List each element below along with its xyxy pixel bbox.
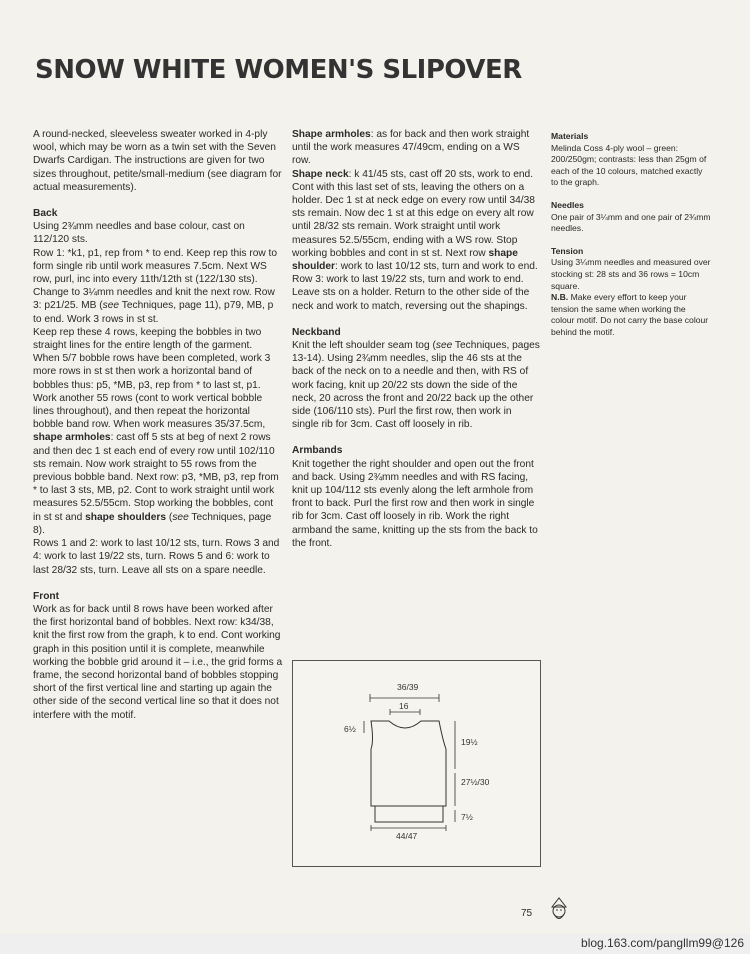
column-left — [33, 128, 283, 722]
label-armhole: 19½ — [461, 737, 478, 747]
column-right — [551, 131, 711, 339]
label-top-width: 36/39 — [397, 682, 419, 692]
front-heading: Front — [33, 590, 60, 602]
watermark-text: blog.163.com/pangllm99@126 — [581, 936, 744, 950]
text-run: shape shoulder — [292, 247, 518, 273]
needles-heading: Needles — [551, 199, 584, 210]
back-para-2: Row 1: *k1, p1, rep from * to end. Keep rep this row to form single rib until work measures 7.5cm. Next WS row, purl, inc into every 11th/12th st (122/130 sts). — [33, 247, 278, 286]
garment-rib-band — [375, 806, 443, 822]
nb-text — [551, 292, 711, 338]
materials-text: Melinda Coss 4-ply wool – green: 200/250gm; contrasts: less than 25gm of each of the 10 colours, matched exactly to the graph. — [551, 142, 707, 188]
neckband-heading: Neckband — [292, 326, 341, 338]
back-para-5 — [33, 352, 283, 537]
back-heading: Back — [33, 208, 58, 220]
text-run: shape shoulders — [85, 511, 167, 523]
front-para: Work as for back until 8 rows have been worked after the first horizontal band of bobbles. Next row: k34/38, knit the first row from the graph, k to end. Cont working graph in this position until it is complete, meanwhile working the bobble grid around it – i.e., the grid forms a frame, the second horizontal band of bobbles stopping short of the first vertical line and starting up again the other side of the second vertical line so that it does not interfere with the motif. — [33, 603, 283, 721]
text-run: : work to last 10/12 sts, turn and work to end. Row 3: work to last 19/22 sts, turn and work to end. Leave sts on a holder. Return to the other side of the neck and work to match, reversing out the shapings. — [292, 261, 538, 312]
text-run: When 5/7 bobble rows have been completed, work 3 more rows in st st then work a horizontal band of bobbles thus: p5, *MB, p3, rep from * to last st, p1. Work another 55 rows (cont to work vertical bobble lines throughout), and then repeat the horizontal bobble band row. When work measures 35/37.5cm, — [33, 353, 271, 431]
label-body: 27½/30 — [461, 777, 490, 787]
page-title: SNOW WHITE WOMEN'S SLIPOVER — [35, 55, 522, 85]
text-run: Make every effort to keep your tension the same when working the colour motif. Do not carry the base colour behind the motif. — [551, 292, 709, 337]
text-run: Techniques, page 8). — [33, 511, 272, 536]
back-para-3 — [33, 286, 283, 326]
garment-diagram-svg — [293, 661, 540, 866]
needles-text: One pair of 3¼mm and one pair of 2¾mm needles. — [551, 211, 711, 234]
text-run: Techniques, pages 13-14). Using 2¾mm needles, slip the 46 sts at the back of the neck on to a needle and then, with RS of work facing, knit up 20/22 sts down the side of the neck, 20 across the front and 20/22 back up the other side (106/110 sts). Purl the first row, then work in single rib for 3cm. Cast off loosely in rib. — [292, 340, 540, 431]
garment-diagram — [292, 660, 541, 867]
tension-heading: Tension — [551, 245, 584, 256]
text-run: shape armholes — [33, 432, 111, 444]
text-run: Knit the left shoulder seam tog ( — [292, 340, 436, 352]
back-para-4: Keep rep these 4 rows, keeping the bobbles in two straight lines for the entire length of the garment. — [33, 326, 262, 352]
page-number: 75 — [521, 908, 533, 919]
text-run: Shape neck — [292, 168, 349, 180]
column-middle — [292, 128, 540, 550]
watermark-bar — [0, 934, 750, 954]
text-run: see — [102, 300, 120, 312]
materials-heading: Materials — [551, 131, 589, 141]
text-run: N.B. — [551, 292, 569, 303]
text-run: : k 41/45 sts, cast off 20 sts, work to end. Cont with this last set of sts, leaving the others on a holder. Dec 1 st at neck edge on every row until 34/38 sts remain. Now dec 1 st at this edge on every alt row until 28/32 sts remain. Work straight until work measures 52.5/55cm, ending with a WS row. Stop working bobbles and cont in st st. Next row — [292, 168, 535, 259]
text-run: Techniques, page 11), p79, MB, p to end. Work 3 rows in st st. — [33, 300, 274, 325]
label-neck-width: 16 — [399, 701, 409, 711]
text-run: see — [435, 340, 453, 352]
text-run: : cast off 5 sts at beg of next 2 rows and then dec 1 st each end of every row until 102/110 sts remain. Now work straight to 55 rows from the previous bobble band. Next row: p3, *MB, p3, rep from * to last 3 sts, MB, p2. Cont to work straight until work measures 52.5/55cm. Stop working the bobbles, cont in st st and — [33, 432, 279, 523]
tension-text: Using 3¼mm needles and measured over stocking st: 28 sts and 36 rows = 10cm square. — [551, 257, 711, 291]
armbands-para: Knit together the right shoulder and open out the front and back. Using 2¾mm needles and with RS facing, knit up 104/112 sts evenly along the left armhole from front to back. Purl the first row and then work in single rib for 3cm. Cast off loosely in rib. Work the right armband the same, knitting up the sts from the back to the front. — [292, 458, 538, 549]
label-rib: 7½ — [461, 812, 473, 822]
back-para-1: Using 2¾mm needles and base colour, cast on 112/120 sts. — [33, 221, 245, 246]
label-neck-depth: 6½ — [344, 724, 356, 734]
text-run: Shape armholes — [292, 129, 371, 140]
neck-para — [292, 168, 540, 313]
armbands-heading: Armbands — [292, 445, 343, 457]
back-para-6: Rows 1 and 2: work to last 10/12 sts, turn. Rows 3 and 4: work to last 19/22 sts, turn. Rows 5 and 6: work to last 28/32 sts, turn. Leave all sts on a spare needle. — [33, 538, 280, 576]
text-run: : as for back and then work straight until the work measures 47/49cm, ending on a WS row. — [292, 129, 530, 167]
label-bottom-width: 44/47 — [396, 831, 418, 841]
text-run: ( — [166, 511, 173, 523]
neckband-para — [292, 339, 540, 431]
text-run: Change to 3¼mm needles and knit the next row. Row 3: p21/25. MB ( — [33, 287, 275, 312]
armholes-para — [292, 128, 540, 168]
text-run: see — [172, 511, 189, 523]
intro-paragraph: A round-necked, sleeveless sweater worked in 4-ply wool, which may be worn as a twin set with the Seven Dwarfs Cardigan. The instructions are given for two sizes throughout, petite/small-medium (see diagram for actual measurements). — [33, 129, 282, 193]
dwarf-mascot-icon — [548, 897, 570, 923]
garment-body-outline — [371, 721, 446, 806]
